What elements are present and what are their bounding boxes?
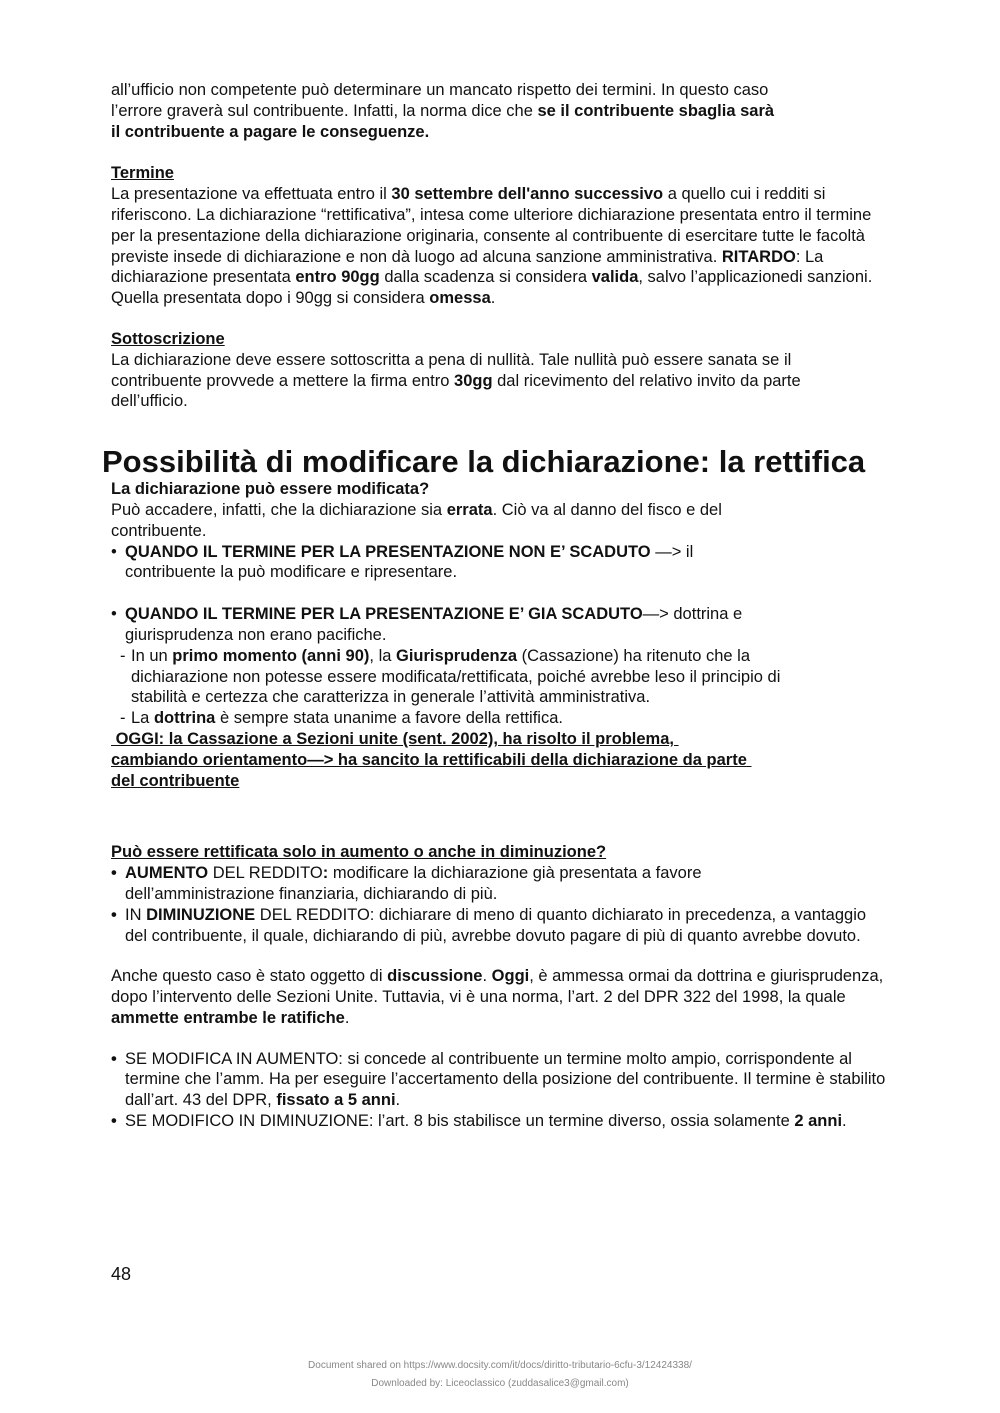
dash-icon: - <box>120 709 126 728</box>
intro-paragraph <box>111 80 781 142</box>
bullet-icon: • <box>111 1049 117 1068</box>
termine-paragraph: La presentazione va effettuata entro il 30 settembre dell'anno successivo a quello cui i redditi si riferiscono. La dichiarazione “rettificativa”, intesa come ulteriore dichiarazione presentata entro il termine per la presentazione della dichiarazione originaria, consente al contribuente di esercitare tutte le facoltà previste insede di dichiarazione e non dà luogo ad alcuna sanzione amministrativa. RITARDO: La dichiarazione presentata entro 90gg dalla scadenza si considera valida, salvo l’applicazionedi sanzioni. Quella presentata dopo i 90gg si considera omessa. <box>111 185 873 308</box>
bullet-icon: • <box>111 542 117 561</box>
intro-bold: se il contribuente sbaglia sarà il contribuente a pagare le conseguenze. <box>111 101 775 141</box>
list-item-modifica-diminuzione: • SE MODIFICO IN DIMINUZIONE: l’art. 8 bis stabilisce un termine diverso, ossia solamente 2 anni. <box>111 1112 847 1131</box>
bullet-icon: • <box>111 864 117 883</box>
dash-item-giurisprudenza: - In un primo momento (anni 90), la Giurisprudenza (Cassazione) ha ritenuto che la dichiarazione non potesse essere modificata/rettificata, poiché avrebbe leso il principio di stabilità e certezza che caratterizza in generale l’attività amministrativa. <box>120 646 781 707</box>
list-item-non-scaduto: • QUANDO IL TERMINE PER LA PRESENTAZIONE NON E’ SCADUTO —> il contribuente la può modificare e ripresentare. <box>111 542 694 582</box>
list-item-aumento: • AUMENTO DEL REDDITO: modificare la dichiarazione già presentata a favore dell’amministrazione finanziaria, dichiarando di più. <box>111 864 702 903</box>
footer-shared-link[interactable]: Document shared on https://www.docsity.com/it/docs/diritto-tributario-6cfu-3/12424338/ <box>308 1360 692 1371</box>
modifica-paragraph: Può accadere, infatti, che la dichiarazione sia errata. Ciò va al danno del fisco e del contribuente. <box>111 500 722 540</box>
sottoscrizione-heading: Sottoscrizione <box>111 329 225 348</box>
ritardo-label: RITARDO <box>721 247 796 266</box>
termine-heading: Termine <box>111 164 174 183</box>
dash-item-dottrina: - La dottrina è sempre stata unanime a favore della rettifica. <box>120 709 563 728</box>
sottoscrizione-paragraph: La dichiarazione deve essere sottoscritta a pena di nullità. Tale nullità può essere sanata se il contribuente provvede a mettere la firma entro 30gg dal ricevimento del relativo invito da parte dell’ufficio. <box>111 350 801 411</box>
modifica-question: La dichiarazione può essere modificata? <box>111 480 430 499</box>
aumento-question: Può essere rettificata solo in aumento o anche in diminuzione? <box>111 843 607 862</box>
list-item-scaduto: • QUANDO IL TERMINE PER LA PRESENTAZIONE E’ GIA SCADUTO—> dottrina e giurisprudenza non erano pacifiche. <box>111 605 743 644</box>
document-page <box>102 80 901 1132</box>
bullet-icon: • <box>111 1112 117 1131</box>
bullet-icon: • <box>111 605 117 624</box>
bullet-icon: • <box>111 905 117 924</box>
list-item-diminuzione: • IN DIMINUZIONE DEL REDDITO: dichiarare di meno di quanto dichiarato in precedenza, a vantaggio del contribuente, il quale, dichiarando di più, avrebbe dovuto pagare di più di quanto avrebbe dovuto. <box>111 905 867 945</box>
footer-downloaded-by: Downloaded by: Liceoclassico (zuddasalice3@gmail.com) <box>371 1378 629 1389</box>
intro-text: all’ufficio non competente può determinare un mancato rispetto dei termini. In questo caso l’errore graverà sul contribuente. Infatti, la norma dice che <box>111 81 769 120</box>
page-number: 48 <box>111 1264 132 1284</box>
section-title: Possibilità di modificare la dichiarazione: la rettifica <box>102 444 866 480</box>
oggi-statement: OGGI: la Cassazione a Sezioni unite (sent. 2002), ha risolto il problema, cambiando orientamento—> ha sancito la rettificabili della dichiarazione da parte del contribuente <box>111 729 752 790</box>
dash-icon: - <box>120 646 126 665</box>
list-item-modifica-aumento: • SE MODIFICA IN AUMENTO: si concede al contribuente un termine molto ampio, corrispondente al termine che l’amm. Ha per eseguire l’accertamento della posizione del contribuente. Il termine è stabilito dall’art. 43 del DPR, fissato a 5 anni. <box>111 1049 886 1110</box>
discussione-paragraph: Anche questo caso è stato oggetto di discussione. Oggi, è ammessa ormai da dottrina e giurisprudenza, dopo l’intervento delle Sezioni Unite. Tuttavia, vi è una norma, l’art. 2 del DPR 322 del 1998, la quale ammette entrambe le ratifiche. <box>111 967 884 1027</box>
